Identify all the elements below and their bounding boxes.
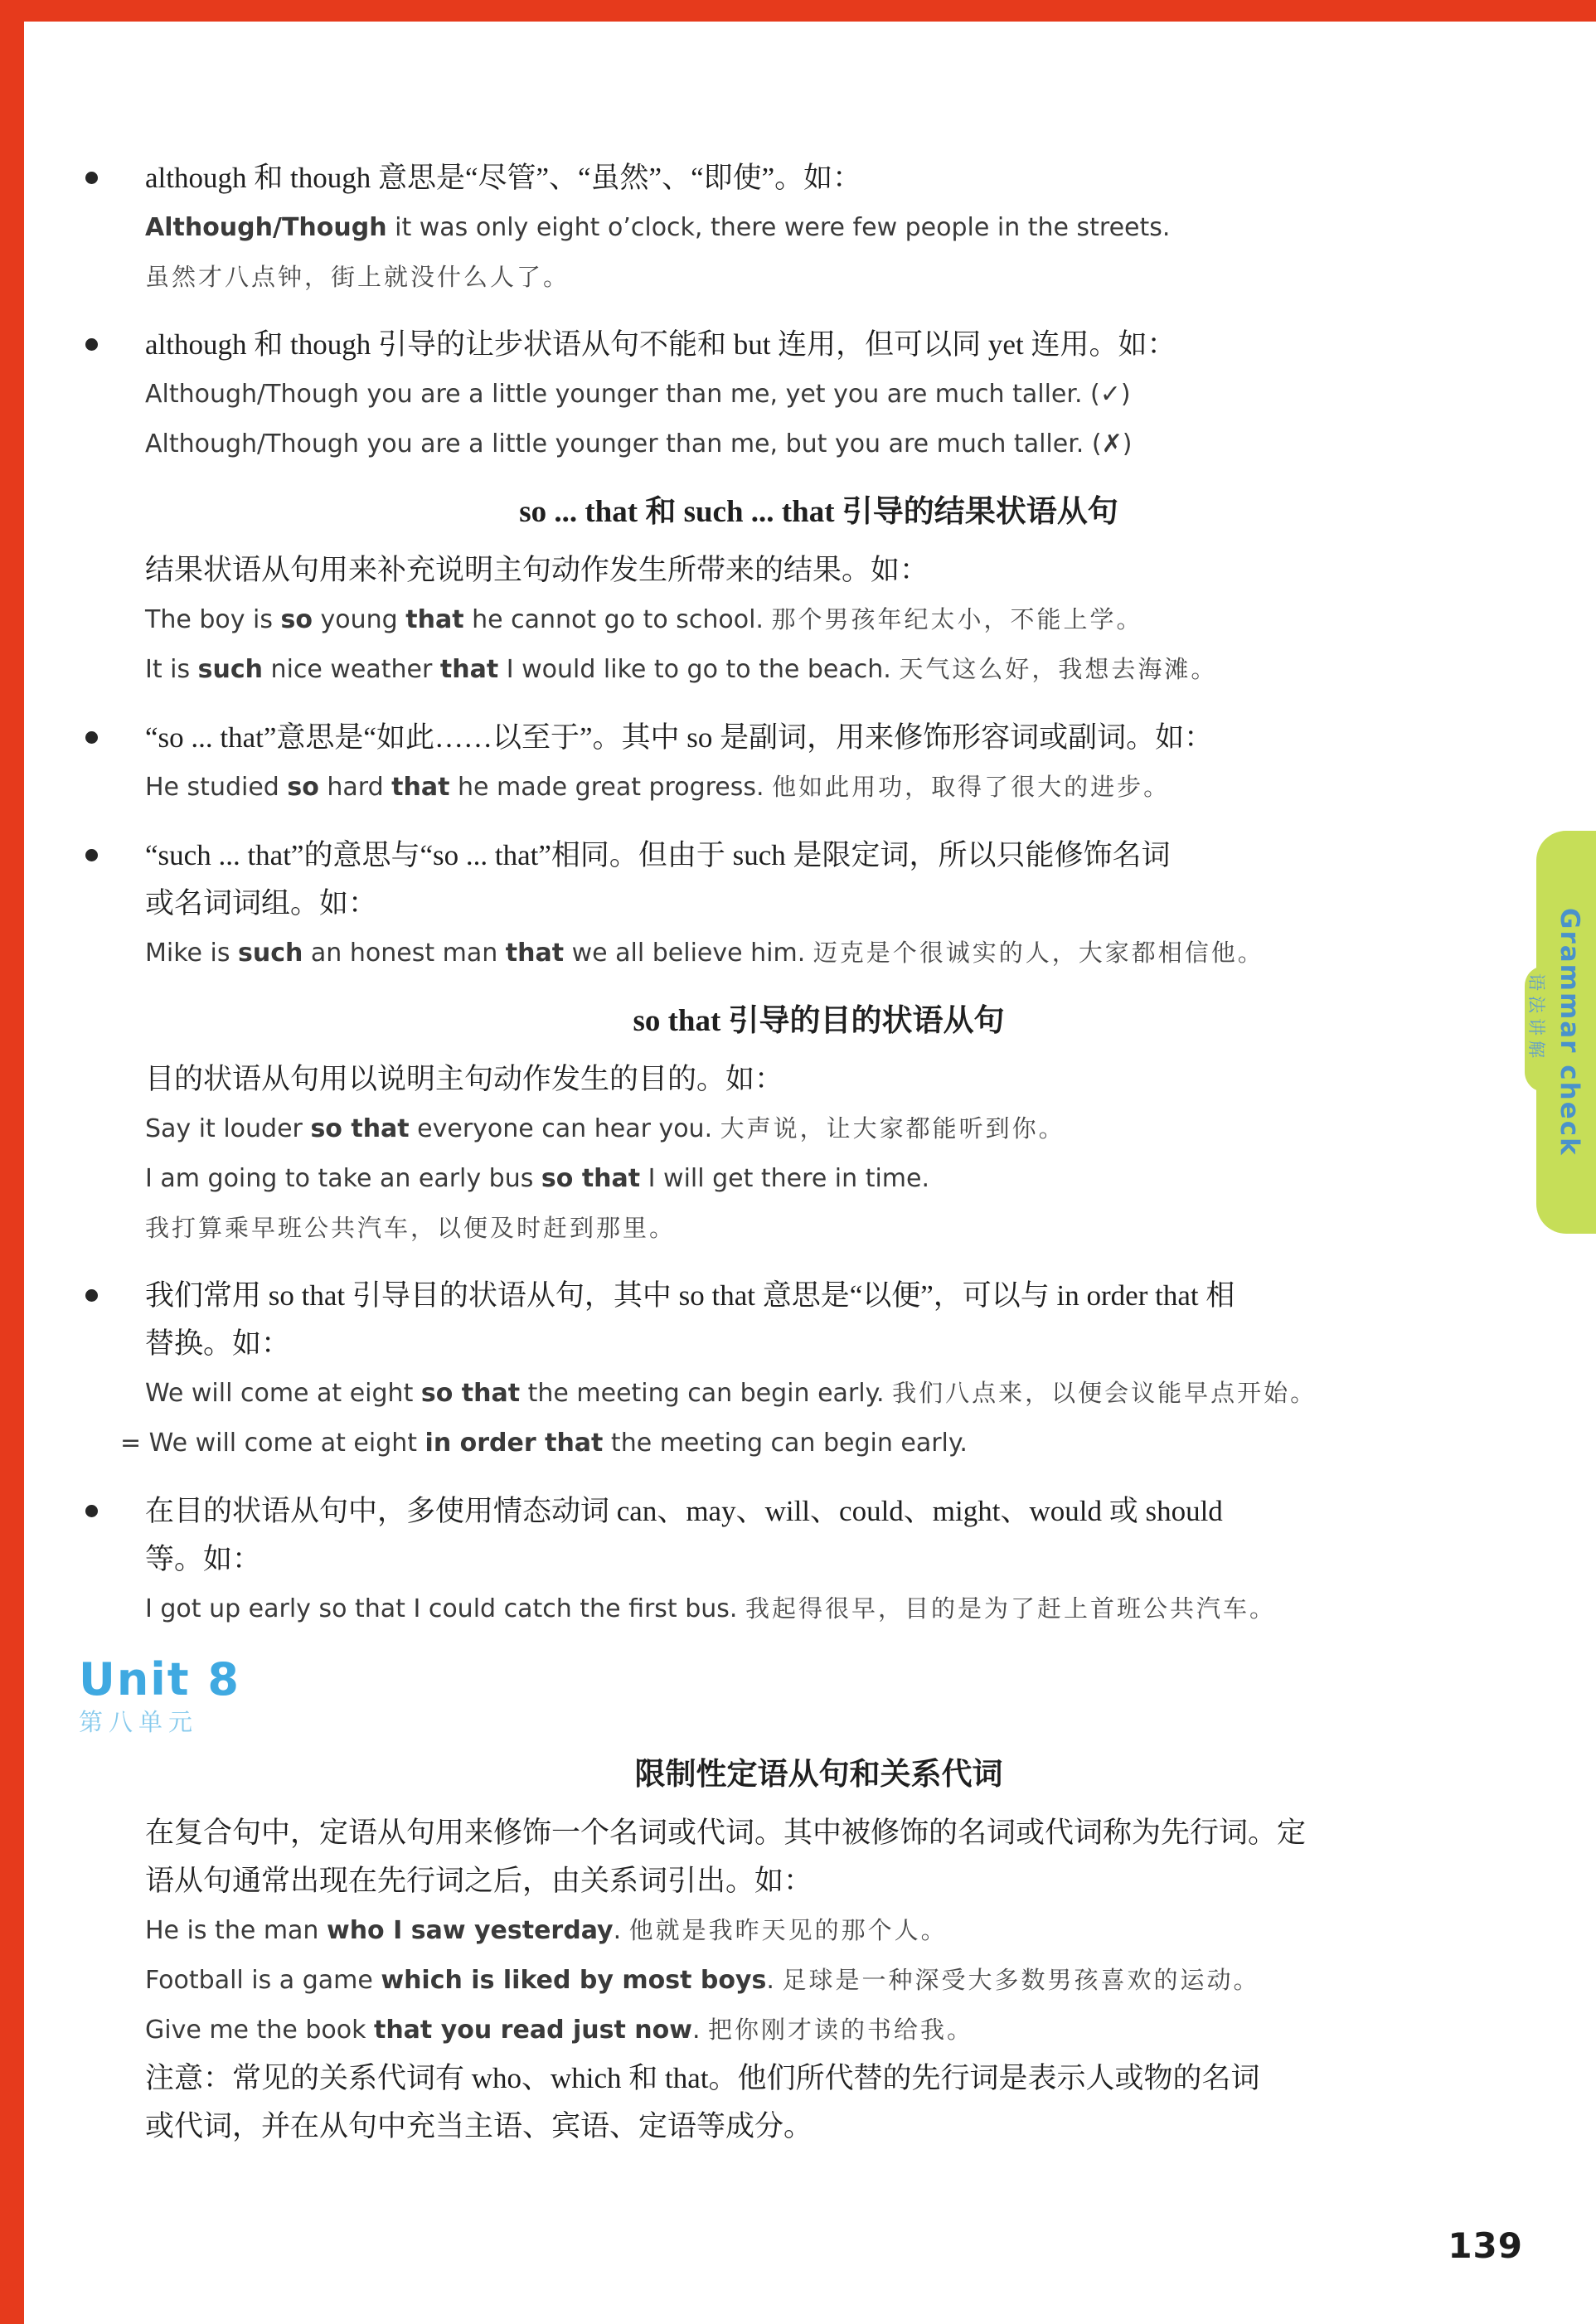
purpose-clause-intro: [145, 1055, 1492, 1252]
section-heading-so-that-such-that: so ... that 和 such ... that 引导的结果状语从句: [519, 495, 1118, 529]
grammar-point-such-that: [145, 832, 1492, 978]
bullet-dot: [85, 1289, 98, 1302]
grammar-point-modal-verbs: [145, 1487, 1492, 1633]
rule-text: 等。如：: [145, 1543, 262, 1575]
example-sentence: I got up early so that I could catch the first bus. 我起得很早，目的是为了赶上首班公共汽车。: [145, 1594, 1276, 1623]
bullet-dot: [85, 1505, 98, 1517]
page-border-top: [0, 0, 1596, 22]
example-sentence: Football is a game which is liked by most boys. 足球是一种深受大多数男孩喜欢的运动。: [145, 1966, 1260, 1995]
grammar-point-so-that: [145, 714, 1492, 812]
example-sentence: The boy is so young that he cannot go to school. 那个男孩年纪太小，不能上学。: [145, 605, 1143, 634]
example-sentence: We will come at eight so that the meeting can begin early. 我们八点来，以便会议能早点开始。: [145, 1379, 1317, 1408]
rule-text: 目的状语从句用以说明主句动作发生的目的。如：: [145, 1063, 784, 1095]
bullet-dot: [85, 172, 98, 184]
rule-text: “such ... that”的意思与“so ... that”相同。但由于 such 是限定词，所以只能修饰名词: [145, 839, 1171, 871]
rule-text: 我们常用 so that 引导目的状语从句，其中 so that 意思是“以便”，可以与 in order that 相: [145, 1279, 1235, 1312]
page-border-left: [0, 0, 24, 2324]
result-clause-intro: [145, 546, 1492, 694]
example-sentence: Mike is such an honest man that we all believe him. 迈克是个很诚实的人，大家都相信他。: [145, 939, 1264, 968]
rule-text: “so ... that”意思是“如此……以至于”。其中 so 是副词，用来修饰形容词或副词。如：: [145, 721, 1214, 754]
example-sentence-equivalent: = We will come at eight in order that the meeting can begin early.: [120, 1429, 968, 1458]
grammar-point-although-meaning: [145, 154, 1492, 301]
example-translation: 虽然才八点钟，街上就没什么人了。: [145, 263, 570, 291]
section-heading-relative-clauses: 限制性定语从句和关系代词: [634, 1758, 1003, 1792]
rule-text: 或代词，并在从句中充当主语、宾语、定语等成分。: [145, 2110, 813, 2142]
side-tab-label-en: Grammar check: [1555, 908, 1584, 1157]
unit-header: [79, 1655, 1492, 1739]
relative-clause-intro: [145, 1809, 1492, 2151]
rule-text: although 和 though 引导的让步状语从句不能和 but 连用，但可以同 yet 连用。如：: [145, 328, 1176, 361]
example-translation: 我打算乘早班公共汽车，以便及时赶到那里。: [145, 1214, 677, 1242]
rule-text: 语从句通常出现在先行词之后，由关系词引出。如：: [145, 1865, 813, 1897]
grammar-point-in-order-that: [120, 1272, 1492, 1468]
section-heading-so-that-purpose: so that 引导的目的状语从句: [633, 1004, 1005, 1038]
side-tab-label-zh: 语法讲解: [1526, 973, 1546, 1063]
example-sentence-correct: Although/Though you are a little younger than me, yet you are much taller. (✓): [145, 380, 1131, 409]
grammar-check-side-tab: [1520, 831, 1596, 1234]
bullet-dot: [85, 338, 98, 351]
grammar-point-although-but-yet: [145, 321, 1492, 468]
example-sentence-wrong: Although/Though you are a little younger than me, but you are much taller. (✗): [145, 429, 1133, 458]
rule-text: 或名词词组。如：: [145, 887, 378, 919]
rule-text: 结果状语从句用来补充说明主句动作发生所带来的结果。如：: [145, 554, 929, 586]
unit-subtitle: 第八单元: [79, 1708, 199, 1736]
bullet-dot: [85, 849, 98, 861]
example-sentence: Give me the book that you read just now. 把你刚才读的书给我。: [145, 2016, 974, 2045]
rule-text: 替换。如：: [145, 1327, 291, 1360]
rule-text: 注意：常见的关系代词有 who、which 和 that。他们所代替的先行词是表示人或物的名词: [145, 2062, 1260, 2094]
example-sentence: He is the man who I saw yesterday. 他就是我昨天见的那个人。: [145, 1916, 948, 1945]
unit-title: Unit 8: [79, 1653, 240, 1705]
example-sentence: I am going to take an early bus so that I will get there in time.: [145, 1164, 930, 1193]
page-number: 139: [1448, 2225, 1523, 2266]
rule-text: 在复合句中，定语从句用来修饰一个名词或代词。其中被修饰的名词或代词称为先行词。定: [145, 1817, 1307, 1849]
example-sentence: He studied so hard that he made great progress. 他如此用功，取得了很大的进步。: [145, 773, 1171, 802]
example-sentence: It is such nice weather that I would like to go to the beach. 天气这么好，我想去海滩。: [145, 655, 1218, 684]
example-sentence: Say it louder so that everyone can hear you. 大声说，让大家都能听到你。: [145, 1114, 1065, 1143]
example-sentence: Although/Though it was only eight o’clock, there were few people in the streets.: [145, 213, 1171, 242]
page-content: [79, 154, 1492, 2171]
rule-text: although 和 though 意思是“尽管”、“虽然”、“即使”。如：: [145, 162, 862, 194]
bullet-dot: [85, 731, 98, 744]
rule-text: 在目的状语从句中，多使用情态动词 can、may、will、could、might、would 或 should: [145, 1495, 1223, 1527]
